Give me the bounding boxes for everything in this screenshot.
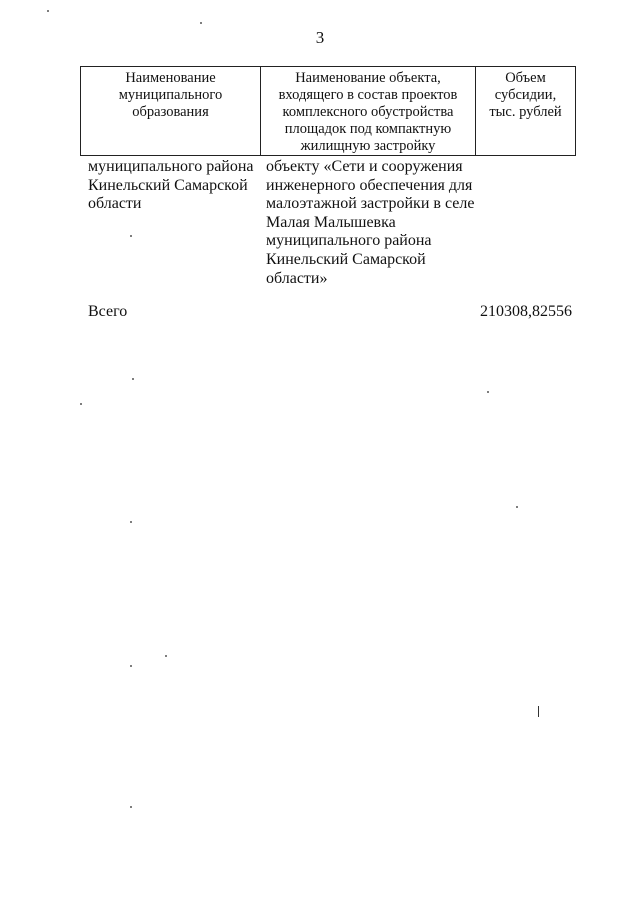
table-header (80, 66, 576, 156)
header-municipality: Наименование муниципального образования (81, 67, 261, 155)
row-municipality: муниципального района Кинельский Самарской области (88, 158, 254, 213)
total-value: 210308,82556 (480, 303, 572, 320)
total-label: Всего (88, 303, 128, 320)
scan-mark (538, 706, 539, 717)
scan-speck (130, 665, 132, 667)
scan-speck (132, 378, 134, 380)
scan-speck (80, 403, 82, 405)
scan-speck (130, 235, 132, 237)
scan-speck (165, 655, 167, 657)
scan-speck (47, 10, 49, 12)
header-object: Наименование объекта, входящего в состав проектов комплексного обустройства площадок под компактную жилищную застройку (261, 67, 476, 155)
scan-speck (516, 506, 518, 508)
header-subsidy: Объем субсидии, тыс. рублей (489, 70, 562, 120)
scan-speck (130, 521, 132, 523)
page-number: 3 (315, 28, 325, 47)
scan-speck (130, 806, 132, 808)
scan-speck (487, 391, 489, 393)
row-object: объекту «Сети и сооружения инженерного обеспечения для малоэтажной застройки в селе Малая Малышевка муниципального района Кинельский Самарской области» (266, 158, 475, 287)
scan-speck (200, 22, 202, 24)
